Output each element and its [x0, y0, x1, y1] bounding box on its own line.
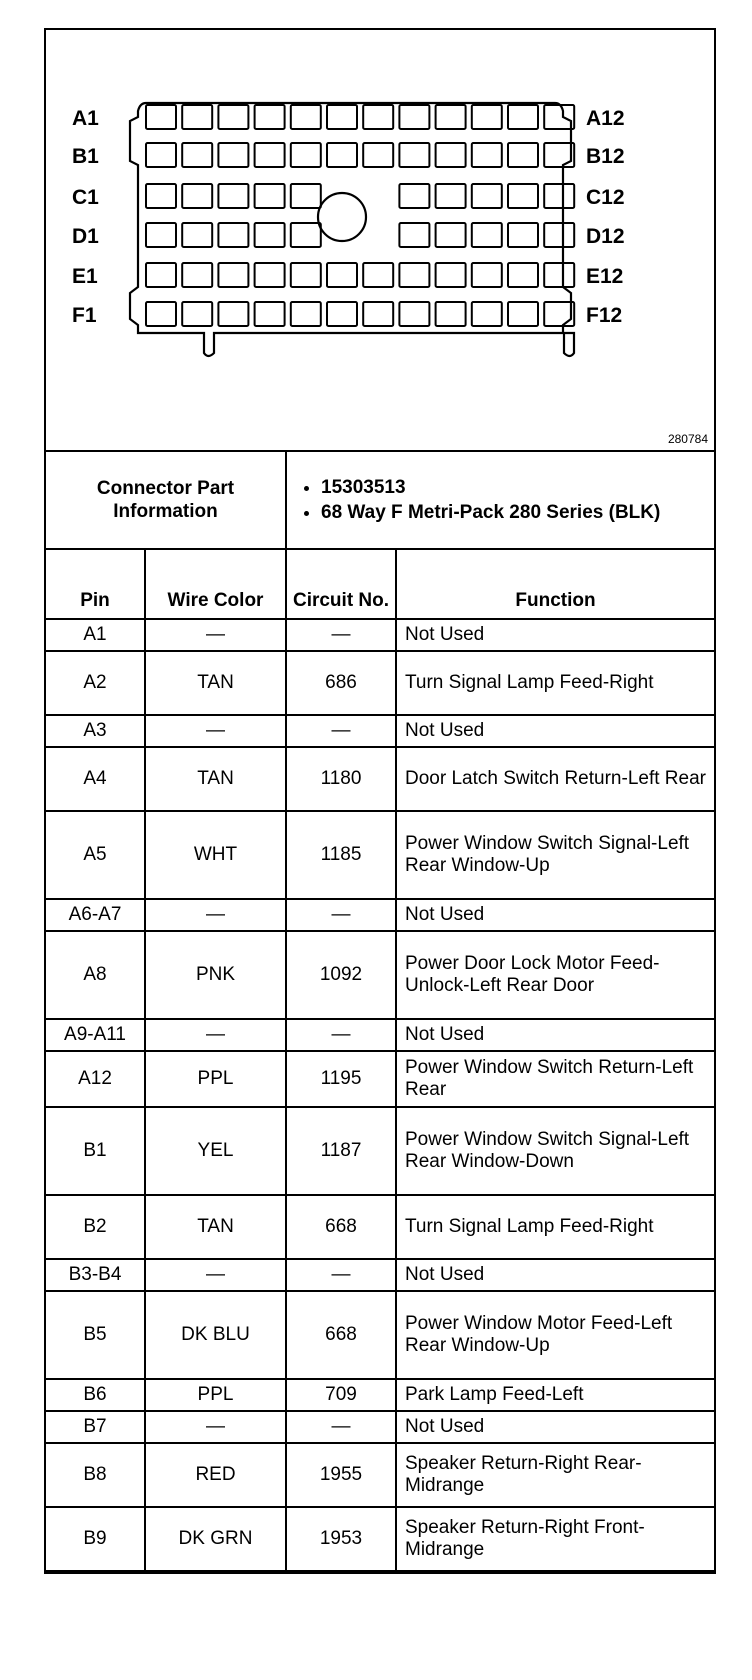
pin-cell: B9 [45, 1507, 145, 1571]
pin-table [44, 548, 716, 1572]
connector-cavity [399, 184, 429, 208]
connector-cavity [544, 105, 574, 129]
connector-cavity [544, 184, 574, 208]
pin-table-header [45, 549, 715, 619]
part-number: • 15303513 [321, 476, 714, 499]
circuit-no-cell: — [286, 1411, 396, 1443]
wire-color-cell: RED [145, 1443, 286, 1507]
figure-id: 280784 [667, 432, 708, 446]
part-info-table [44, 450, 716, 550]
function-cell: Not Used [396, 1259, 715, 1291]
connector-cavity [146, 223, 176, 247]
connector-cavity [436, 263, 466, 287]
connector-cavity [327, 143, 357, 167]
function-cell: Turn Signal Lamp Feed-Right [396, 651, 715, 715]
connector-cavity [472, 143, 502, 167]
connector-cavity [544, 223, 574, 247]
row-label-right: C12 [586, 186, 625, 209]
wire-color-cell: TAN [145, 1195, 286, 1259]
circuit-no-cell: 709 [286, 1379, 396, 1411]
connector-cavity [508, 223, 538, 247]
header-wire-color: Wire Color [145, 549, 286, 619]
table-row [45, 1019, 715, 1051]
connector-cavity [436, 105, 466, 129]
connector-cavity [436, 184, 466, 208]
connector-cavity [218, 143, 248, 167]
connector-cavity [399, 143, 429, 167]
connector-cavity [399, 302, 429, 326]
pin-cell: A1 [45, 619, 145, 651]
table-row [45, 1411, 715, 1443]
table-row [45, 619, 715, 651]
function-cell: Speaker Return-Right Front-Midrange [396, 1507, 715, 1571]
pin-cell: A4 [45, 747, 145, 811]
pin-cell: A9-A11 [45, 1019, 145, 1051]
connector-cavity [508, 143, 538, 167]
wire-color-cell: — [145, 715, 286, 747]
wire-color-cell: DK GRN [145, 1507, 286, 1571]
row-label-left: A1 [72, 107, 99, 130]
row-label-right: D12 [586, 225, 625, 248]
connector-key-circle [318, 193, 366, 241]
function-cell: Not Used [396, 1411, 715, 1443]
connector-diagram [46, 30, 714, 452]
connector-cavity [544, 263, 574, 287]
table-row [45, 651, 715, 715]
row-label-right: F12 [586, 304, 623, 327]
connector-cavity [291, 302, 321, 326]
connector-cavity [327, 302, 357, 326]
table-row [45, 811, 715, 899]
table-row [45, 931, 715, 1019]
connector-type: • 68 Way F Metri-Pack 280 Series (BLK) [321, 501, 714, 524]
function-cell: Power Door Lock Motor Feed-Unlock-Left Rear Door [396, 931, 715, 1019]
connector-cavity [146, 105, 176, 129]
connector-cavity [436, 302, 466, 326]
connector-cavity [218, 105, 248, 129]
connector-cavity [399, 223, 429, 247]
connector-cavity [146, 302, 176, 326]
table-row [45, 715, 715, 747]
circuit-no-cell: 668 [286, 1291, 396, 1379]
circuit-no-cell: 668 [286, 1195, 396, 1259]
circuit-no-cell: 1195 [286, 1051, 396, 1107]
wire-color-cell: PNK [145, 931, 286, 1019]
connector-cavity [363, 143, 393, 167]
function-cell: Speaker Return-Right Rear-Midrange [396, 1443, 715, 1507]
circuit-no-cell: — [286, 1019, 396, 1051]
pin-cell: A5 [45, 811, 145, 899]
connector-cavity [472, 302, 502, 326]
connector-cavity [508, 184, 538, 208]
table-row [45, 1195, 715, 1259]
function-cell: Power Window Motor Feed-Left Rear Window-Up [396, 1291, 715, 1379]
connector-cavity [218, 302, 248, 326]
connector-cavity [399, 105, 429, 129]
connector-cavity [255, 105, 285, 129]
circuit-no-cell: 1187 [286, 1107, 396, 1195]
circuit-no-cell: 1092 [286, 931, 396, 1019]
circuit-no-cell: 1180 [286, 747, 396, 811]
function-cell: Not Used [396, 1019, 715, 1051]
part-info-values [286, 451, 715, 549]
pin-cell: B8 [45, 1443, 145, 1507]
connector-cavity [291, 105, 321, 129]
connector-cavity [363, 263, 393, 287]
wire-color-cell: TAN [145, 651, 286, 715]
connector-cavity [544, 302, 574, 326]
connector-cavity [218, 263, 248, 287]
pin-cell: B7 [45, 1411, 145, 1443]
pin-cell: B3-B4 [45, 1259, 145, 1291]
row-label-left: E1 [72, 265, 98, 288]
part-info-label: Connector Part Information [45, 451, 286, 549]
connector-cavity [544, 143, 574, 167]
connector-cavity [182, 263, 212, 287]
wire-color-cell: PPL [145, 1051, 286, 1107]
circuit-no-cell: — [286, 1259, 396, 1291]
function-cell: Not Used [396, 619, 715, 651]
connector-cavity [508, 302, 538, 326]
row-label-left: D1 [72, 225, 99, 248]
connector-cavity [182, 184, 212, 208]
connector-cavity [182, 223, 212, 247]
table-row [45, 1379, 715, 1411]
wire-color-cell: — [145, 899, 286, 931]
row-label-left: B1 [72, 145, 99, 168]
pin-cell: A2 [45, 651, 145, 715]
wire-color-cell: DK BLU [145, 1291, 286, 1379]
connector-cavity [327, 105, 357, 129]
pin-cell: B5 [45, 1291, 145, 1379]
function-cell: Power Window Switch Signal-Left Rear Window-Up [396, 811, 715, 899]
function-cell: Not Used [396, 899, 715, 931]
row-label-right: A12 [586, 107, 625, 130]
wire-color-cell: PPL [145, 1379, 286, 1411]
connector-cavity [255, 263, 285, 287]
pin-cell: B2 [45, 1195, 145, 1259]
function-cell: Power Window Switch Signal-Left Rear Window-Down [396, 1107, 715, 1195]
connector-cavity [436, 143, 466, 167]
wire-color-cell: — [145, 1259, 286, 1291]
wire-color-cell: — [145, 1019, 286, 1051]
connector-cavity [508, 263, 538, 287]
connector-cavity [363, 105, 393, 129]
connector-cavity [291, 263, 321, 287]
circuit-no-cell: 1953 [286, 1507, 396, 1571]
connector-cavity [291, 143, 321, 167]
connector-cavity [327, 263, 357, 287]
header-pin: Pin [45, 549, 145, 619]
row-label-left: F1 [72, 304, 97, 327]
function-cell: Park Lamp Feed-Left [396, 1379, 715, 1411]
connector-cavity [291, 184, 321, 208]
wire-color-cell: YEL [145, 1107, 286, 1195]
circuit-no-cell: — [286, 619, 396, 651]
pin-cell: B1 [45, 1107, 145, 1195]
connector-cavity [255, 302, 285, 326]
pin-cell: B6 [45, 1379, 145, 1411]
row-label-left: C1 [72, 186, 99, 209]
table-row [45, 1443, 715, 1507]
connector-cavity [472, 223, 502, 247]
connector-cavity [146, 143, 176, 167]
function-cell: Power Window Switch Return-Left Rear [396, 1051, 715, 1107]
connector-cavity [472, 105, 502, 129]
table-row [45, 1107, 715, 1195]
connector-cavity [436, 223, 466, 247]
connector-cavity [399, 263, 429, 287]
table-row [45, 1051, 715, 1107]
connector-cavity [218, 223, 248, 247]
row-label-right: B12 [586, 145, 625, 168]
connector-cavity [218, 184, 248, 208]
row-label-right: E12 [586, 265, 624, 288]
pin-cell: A12 [45, 1051, 145, 1107]
connector-cavity [146, 263, 176, 287]
circuit-no-cell: 686 [286, 651, 396, 715]
table-row [45, 1259, 715, 1291]
pin-cell: A8 [45, 931, 145, 1019]
function-cell: Not Used [396, 715, 715, 747]
connector-cavity [255, 184, 285, 208]
connector-cavity [472, 263, 502, 287]
header-circuit-no: Circuit No. [286, 549, 396, 619]
table-row [45, 899, 715, 931]
connector-cavity [255, 223, 285, 247]
connector-cavity [363, 302, 393, 326]
function-cell: Door Latch Switch Return-Left Rear [396, 747, 715, 811]
circuit-no-cell: 1955 [286, 1443, 396, 1507]
connector-cavity [182, 302, 212, 326]
table-row [45, 747, 715, 811]
connector-cavity [146, 184, 176, 208]
connector-cavity [182, 105, 212, 129]
wire-color-cell: — [145, 619, 286, 651]
wire-color-cell: WHT [145, 811, 286, 899]
circuit-no-cell: — [286, 715, 396, 747]
wire-color-cell: TAN [145, 747, 286, 811]
circuit-no-cell: — [286, 899, 396, 931]
connector-cavity [291, 223, 321, 247]
pin-cell: A6-A7 [45, 899, 145, 931]
wire-color-cell: — [145, 1411, 286, 1443]
header-function: Function [396, 549, 715, 619]
pin-cell: A3 [45, 715, 145, 747]
connector-cavity [472, 184, 502, 208]
table-row [45, 1507, 715, 1571]
connector-cavity [508, 105, 538, 129]
connector-cavity [182, 143, 212, 167]
connector-sheet [44, 28, 716, 1574]
table-row [45, 1291, 715, 1379]
connector-cavity [255, 143, 285, 167]
connector-face-drawing [46, 30, 714, 450]
circuit-no-cell: 1185 [286, 811, 396, 899]
function-cell: Turn Signal Lamp Feed-Right [396, 1195, 715, 1259]
